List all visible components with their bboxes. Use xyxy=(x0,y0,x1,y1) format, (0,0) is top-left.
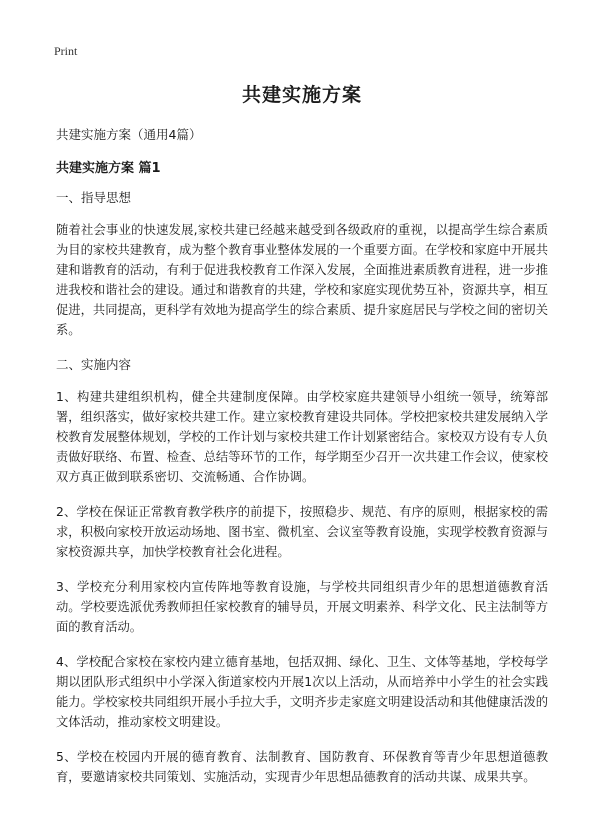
document-subtitle: 共建实施方案（通用4篇） xyxy=(56,127,202,142)
document-body xyxy=(56,80,548,802)
document-title: 共建实施方案 xyxy=(241,84,362,106)
list-item: 2、学校在保证正常教育教学秩序的前提下，按照稳步、规范、有序的原则，根据家校的需求，积极向家校开放运动场地、图书室、微机室、会议室等教育设施，实现学校教育资源与家校资源共享，加快学校教育社会化进程。 xyxy=(56,505,548,559)
list-item: 5、学校在校园内开展的德育教育、法制教育、国防教育、环保教育等青少年思想道德教育，要邀请家校共同策划、实施活动，实现青少年思想品德教育的活动共谋、成果共享。 xyxy=(56,750,548,784)
list-item: 4、学校配合家校在家校内建立德育基地，包括双拥、绿化、卫生、文体等基地，学校每学期以团队形式组织中小学深入街道家校内开展1次以上活动，从而培养中小学生的社会实践能力。学校家校共同组织开展小手拉大手，文明齐步走家庭文明建设活动和其他健康活泼的文体活动，推动家校文明建设。 xyxy=(56,655,548,729)
list-item: 3、学校充分利用家校内宣传阵地等教育设施，与学校共同组织青少年的思想道德教育活动。学校要选派优秀教师担任家校教育的辅导员，开展文明素养、科学文化、民主法制等方面的教育活动。 xyxy=(56,580,548,634)
list-item: 1、构建共建组织机构，健全共建制度保障。由学校家庭共建领导小组统一领导，统筹部署，组织落实，做好家校共建工作。建立家校教育建设共同体。学校把家校共建发展纳入学校教育发展整体规划，学校的工作计划与家校共建工作计划紧密结合。家校双方设有专人负责做好联络、布置、检查、总结等环节的工作，每学期至少召开一次共建工作会议，使家校双方真正做到联系密切、交流畅通、合作协调。 xyxy=(56,390,548,484)
part-heading: 共建实施方案 篇1 xyxy=(56,161,161,176)
section-heading-implementation: 二、实施内容 xyxy=(56,357,132,372)
print-label: Print xyxy=(54,44,78,58)
paragraph-guiding-thought: 随着社会事业的快速发展,家校共建已经越来越受到各级政府的重视，以提高学生综合素质为目的家校共建教育，成为整个教育事业整体发展的一个重要方面。在学校和家庭中开展共建和谐教育的活动，有利于促进我校教育工作深入发展，全面推进素质教育进程，进一步推进我校和谐社会的建设。通过和谐教育的共建，学校和家庭实现优势互补，资源共享，相互促进，共同提高，更科学有效地为提高学生的综合素质、提升家庭居民与学校之间的密切关系。 xyxy=(56,223,548,337)
section-heading-guiding-thought: 一、指导思想 xyxy=(56,190,132,205)
